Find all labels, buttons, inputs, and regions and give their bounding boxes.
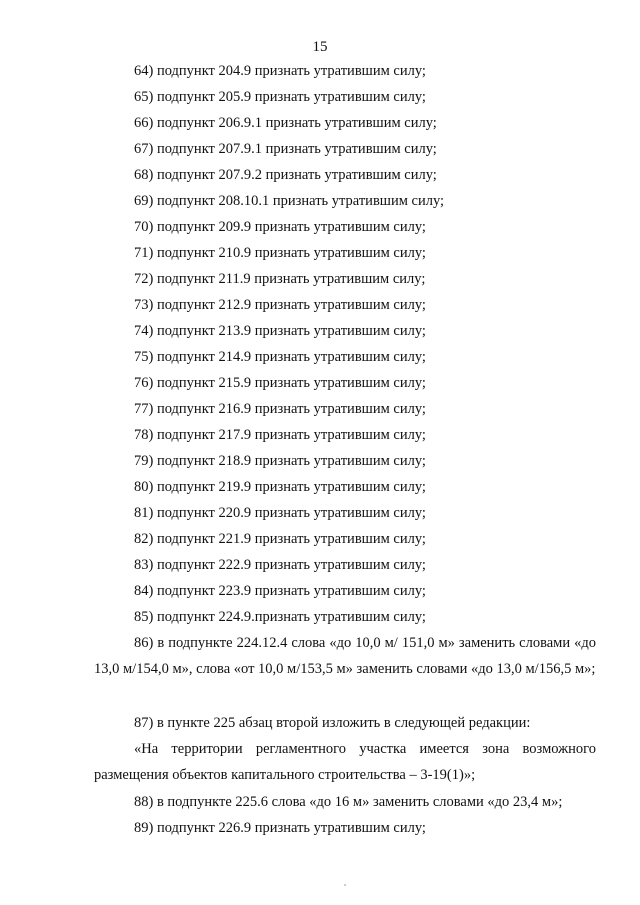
page-number: 15	[312, 39, 328, 55]
quoted-paragraph: «На территории регламентного участка имеется зона возможного размещения объектов капитального строительства – 3-19(1)»;	[94, 741, 596, 783]
list-item: 68) подпункт 207.9.2 признать утратившим силу;	[134, 167, 437, 183]
list-item: 82) подпункт 221.9 признать утратившим силу;	[134, 531, 426, 547]
paragraph-87: 87) в пункте 225 абзац второй изложить в следующей редакции:	[134, 715, 531, 731]
list-item: 73) подпункт 212.9 признать утратившим силу;	[134, 297, 426, 313]
scan-speck	[344, 884, 346, 886]
list-item: 77) подпункт 216.9 признать утратившим силу;	[134, 401, 426, 417]
list-item: 81) подпункт 220.9 признать утратившим силу;	[134, 505, 426, 521]
list-item: 80) подпункт 219.9 признать утратившим силу;	[134, 479, 426, 495]
list-item: 70) подпункт 209.9 признать утратившим силу;	[134, 219, 426, 235]
list-item: 76) подпункт 215.9 признать утратившим силу;	[134, 375, 426, 391]
list-item: 69) подпункт 208.10.1 признать утратившим силу;	[134, 193, 445, 209]
list-item: 65) подпункт 205.9 признать утратившим силу;	[134, 89, 426, 105]
paragraph-89: 89) подпункт 226.9 признать утратившим силу;	[134, 820, 426, 836]
paragraph-86: 86) в подпункте 224.12.4 слова «до 10,0 м/ 151,0 м» заменить словами «до 13,0 м/154,0 м», слова «от 10,0 м/153,5 м» заменить словами «до 13,0 м/156,5 м»;	[94, 635, 596, 677]
list-item: 64) подпункт 204.9 признать утратившим силу;	[134, 63, 426, 79]
list-item: 78) подпункт 217.9 признать утратившим силу;	[134, 427, 426, 443]
list-item: 83) подпункт 222.9 признать утратившим силу;	[134, 557, 426, 573]
list-item: 74) подпункт 213.9 признать утратившим силу;	[134, 323, 426, 339]
list-item: 67) подпункт 207.9.1 признать утратившим силу;	[134, 141, 437, 157]
list-item: 72) подпункт 211.9 признать утратившим силу;	[134, 271, 426, 287]
list-item: 79) подпункт 218.9 признать утратившим силу;	[134, 453, 426, 469]
paragraph-88: 88) в подпункте 225.6 слова «до 16 м» заменить словами «до 23,4 м»;	[134, 794, 563, 810]
list-item: 71) подпункт 210.9 признать утратившим силу;	[134, 245, 426, 261]
list-item: 85) подпункт 224.9.признать утратившим силу;	[134, 609, 426, 625]
list-item: 75) подпункт 214.9 признать утратившим силу;	[134, 349, 426, 365]
list-item: 84) подпункт 223.9 признать утратившим силу;	[134, 583, 426, 599]
list-item: 66) подпункт 206.9.1 признать утратившим силу;	[134, 115, 437, 131]
